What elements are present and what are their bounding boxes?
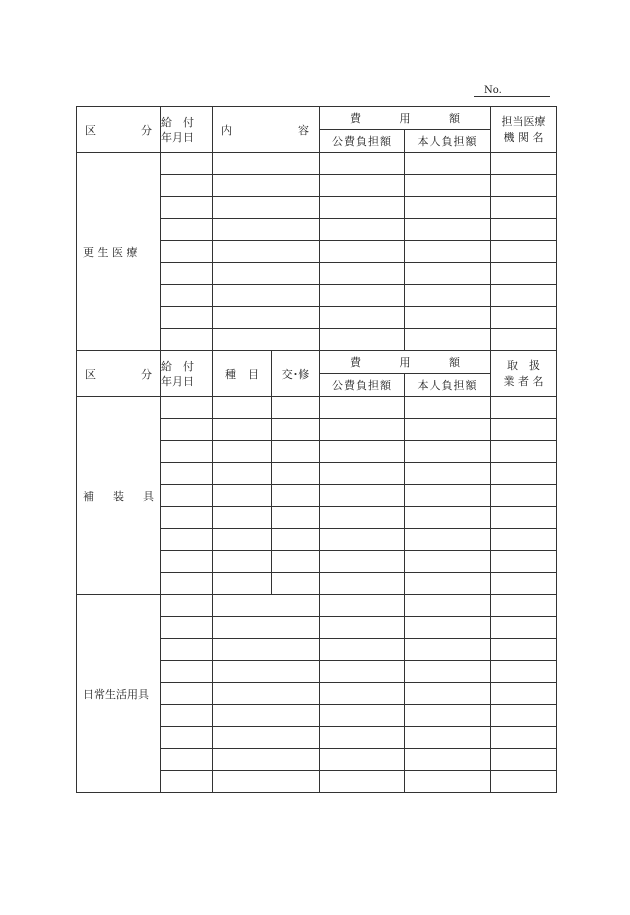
table-row (77, 397, 557, 419)
header-self-burden-2: 本人負担額 (405, 374, 491, 397)
header-cost-amount-2: 費 用 額 (320, 351, 491, 374)
header-category-2: 区 分 (77, 351, 161, 397)
header-exchange-repair: 交･修 (272, 351, 320, 397)
table-row (77, 153, 557, 175)
header-institution: 担当医療 機 関 名 (491, 107, 557, 153)
document-number-field (474, 85, 550, 97)
header-public-burden-2: 公費負担額 (320, 374, 405, 397)
header-public-burden: 公費負担額 (320, 130, 405, 153)
section2-header-row (77, 351, 557, 374)
header-content: 内 容 (213, 107, 320, 153)
header-self-burden: 本人負担額 (405, 130, 491, 153)
section1-header-row (77, 107, 557, 130)
category-prosthetics: 補 装 具 (77, 397, 161, 595)
header-benefit-date-2: 給 付 年月日 (161, 351, 213, 397)
document-number-label: No. (484, 85, 502, 96)
header-benefit-date: 給 付 年月日 (161, 107, 213, 153)
header-item-type: 種 目 (213, 351, 272, 397)
category-daily-living-equipment: 日常生活用具 (77, 595, 161, 793)
header-cost-amount: 費 用 額 (320, 107, 491, 130)
benefit-record-table (76, 106, 557, 793)
header-handler: 取 扱 業 者 名 (491, 351, 557, 397)
header-category: 区 分 (77, 107, 161, 153)
category-rehabilitation-medical: 更 生 医 療 (77, 153, 161, 351)
table-row (77, 595, 557, 617)
